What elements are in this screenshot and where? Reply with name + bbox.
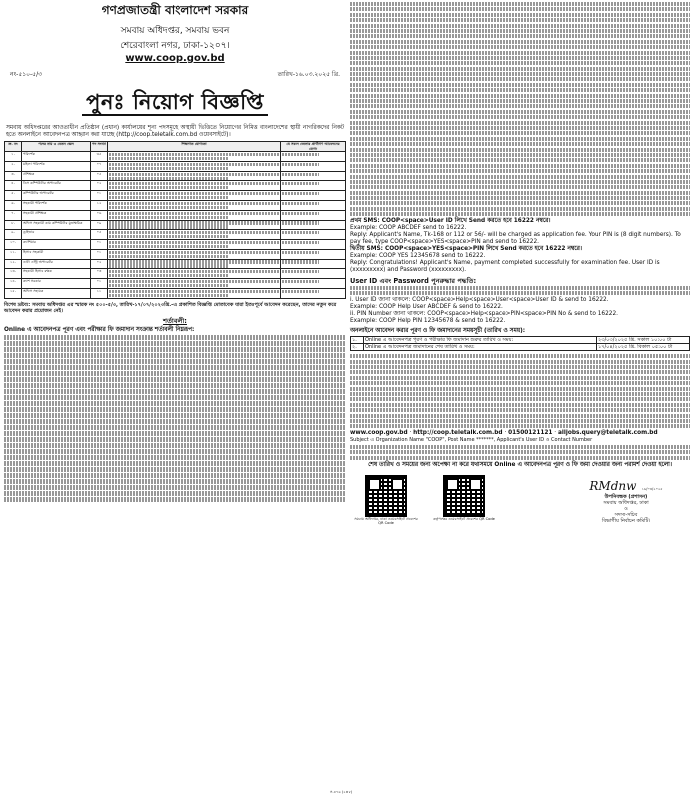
district-cell: [281, 288, 346, 298]
table-row: [5, 152, 346, 162]
email-link[interactable]: alljobs.query@teletalk.com.bd: [558, 430, 658, 437]
signer-committee2: বিভাগীয় নির্বাচন কমিটি।: [601, 518, 651, 525]
col-count: পদ সংখ্যা: [91, 142, 108, 152]
post-name: মহিলা পরিদর্শক: [22, 161, 91, 171]
district-cell: [281, 230, 346, 240]
table-row: [5, 269, 346, 279]
qualification-cell: [108, 181, 281, 191]
instruction-block-bottom: [350, 354, 690, 428]
post-name: ডাটা এন্ট্রি অপারেটর: [22, 259, 91, 269]
conditions-subtitle: Online এ আবেদনপত্র পূরণ এবং পরীক্ষার ফি জমাদান সংক্রান্ত শর্তাবলী নিম্নরূপ:: [4, 327, 195, 334]
helpline-number: 01500121121: [508, 430, 553, 437]
teletalk-link[interactable]: http://coop.teletalk.com.bd: [413, 430, 503, 437]
qualification-cell: [108, 210, 281, 220]
userid-i-example: Example: COOP Help User ABCDEF & send to 16222.: [350, 303, 503, 310]
signer-committee: সদস্য-সচিব: [614, 512, 638, 519]
qualification-cell: [108, 161, 281, 171]
table-row: [5, 161, 346, 171]
second-sms-reply: Reply: Congratulations! Applicant's Name, payment completed successfully for examination fee. User ID is (xxxxxxxxx) and Password (xxxxxxxxx).: [350, 259, 660, 273]
qualification-cell: [108, 171, 281, 181]
post-name: হিসাব সহকারী: [22, 249, 91, 259]
table-header-row: [5, 142, 346, 152]
dept-website-link[interactable]: www.coop.gov.bd: [125, 53, 225, 64]
post-name: অফিস সহকারী কাম কম্পিউটার মুদ্রাক্ষরিক: [22, 220, 91, 230]
post-name: প্রশিক্ষক: [22, 171, 91, 181]
first-sms-example: Example: COOP ABCDEF send to 16222.: [350, 224, 467, 231]
qualification-cell: [108, 259, 281, 269]
qualification-cell: [108, 269, 281, 279]
userid-ii: ii. PIN Number জানা থাকলে: COOP<space>Help<space>PIN<space>PIN No & send to 16222.: [350, 310, 618, 317]
left-column: [4, 0, 346, 503]
table-row: [5, 201, 346, 211]
district-cell: [281, 201, 346, 211]
row-number: ১২.: [5, 259, 22, 269]
qr2-label: কর্তৃপক্ষের ওয়েবসাইটে প্রবেশের QR Code: [433, 516, 495, 521]
table-row: [5, 220, 346, 230]
row-number: ৮.: [5, 220, 22, 230]
qualification-cell: [108, 201, 281, 211]
post-count: ০২: [91, 181, 108, 191]
district-cell: [281, 249, 346, 259]
dept-address: শেরেবাংলা নগর, ঢাকা-১২০৭।: [120, 41, 230, 51]
post-name: পরিদর্শক: [22, 152, 91, 162]
table-row: [5, 230, 346, 240]
district-cell: [281, 161, 346, 171]
post-count: ০১: [91, 191, 108, 201]
district-cell: [281, 171, 346, 181]
website-link[interactable]: www.coop.gov.bd: [350, 430, 408, 437]
post-count: ১১: [91, 288, 108, 298]
gov-title: গণপ্রজাতন্ত্রী বাংলাদেশ সরকার: [101, 3, 249, 17]
table-row: [5, 210, 346, 220]
district-cell: [281, 269, 346, 279]
post-name: ডিস কম্পিউটার অপারেটর: [22, 181, 91, 191]
userid-title: User ID এবং Password পুনরুদ্ধার পদ্ধতি:: [350, 276, 477, 285]
district-cell: [281, 152, 346, 162]
post-name: সহকারী পরিদর্শক: [22, 201, 91, 211]
page-code: স-৪৭৬ (২×৮): [330, 790, 353, 794]
table-row: ২. Online এ আবেদনপত্র জমাদানের শেষ তারিখ ও সময়: ১৭/০৪/২০২৫ খ্রি. বিকাল ০৫:০০ টা: [351, 344, 690, 351]
post-count: ০১: [91, 249, 108, 259]
district-cell: [281, 220, 346, 230]
post-name: ক্যাশিয়ার: [22, 240, 91, 250]
post-count: ০৭: [91, 161, 108, 171]
schedule-label: Online এ আবেদনপত্র জমাদানের শেষ তারিখ ও সময়:: [364, 344, 597, 351]
district-cell: [281, 181, 346, 191]
row-number: ৫.: [5, 191, 22, 201]
memo-line: [10, 69, 340, 80]
table-row: [5, 171, 346, 181]
circular-title: পুনঃ নিয়োগ বিজ্ঞপ্তি: [4, 86, 346, 121]
contact-block: www.coop.gov.bd · http://coop.teletalk.com.bd · 01500121121 · alljobs.query@teletalk.com.bd: [350, 430, 658, 437]
row-number: ৭.: [5, 210, 22, 220]
row-number: ১৩.: [5, 269, 22, 279]
post-name: অফিস সহায়ক: [22, 288, 91, 298]
table-row: [5, 288, 346, 298]
qr1-label: সমবায় অধিদপ্তর, ঢাকা ওয়েবসাইটে প্রবেশের QR Code: [354, 516, 418, 526]
row-number: ১.: [5, 152, 22, 162]
schedule-value: ২৩/০৩/২০২৫ খ্রি. সকাল ১০:০০ টা: [597, 336, 690, 343]
userid-ii-example: Example: COOP Help PIN 12345678 & send to 16222.: [350, 317, 506, 324]
post-name: সহকারী প্রশিক্ষক: [22, 210, 91, 220]
email-subject-note: Subject এ Organization Name "COOP", Post Name *******, Applicant's User ID ও Contact Number: [350, 437, 593, 444]
table-row: [5, 191, 346, 201]
post-count: ০২: [91, 259, 108, 269]
table-row: [5, 279, 346, 289]
col-post: পদের নাম ও বেতন স্কেল: [22, 142, 91, 152]
dept-name: সমবায় অধিদপ্তর, সমবায় ভবন: [120, 26, 230, 36]
second-sms-example: Example: COOP YES 12345678 send to 16222.: [350, 252, 486, 259]
row-number: ১১.: [5, 249, 22, 259]
qualification-cell: [108, 230, 281, 240]
signature-row: [566, 475, 686, 494]
post-name: কম্পিউটার অপারেটর: [22, 191, 91, 201]
table-row: [5, 181, 346, 191]
instruction-block-top: [350, 2, 690, 216]
right-column: [350, 0, 690, 526]
signature-area: [350, 475, 690, 526]
posts-table: [4, 141, 346, 299]
district-cell: [281, 210, 346, 220]
schedule-label: Online এ আবেদনপত্র পূরণ ও পরীক্ষার ফি জমাদান শুরুর তারিখ ও সময়:: [364, 336, 597, 343]
row-number: ২.: [5, 161, 22, 171]
qr-code-coop[interactable]: [365, 475, 407, 517]
first-sms-reply: Reply: Applicant's Name, Tk-168 or 112 or 56/- will be charged as application fee. Your PIN is (8 digit numbers). To pay fee, type COOP<space>YES<space>PIN and send to 16222.: [350, 231, 681, 245]
post-count: ১২: [91, 201, 108, 211]
schedule-value: ১৭/০৪/২০২৫ খ্রি. বিকাল ০৫:০০ টা: [597, 344, 690, 351]
col-no: ক্র. নং: [5, 142, 22, 152]
table-row: ১. Online এ আবেদনপত্র পূরণ ও পরীক্ষার ফি জমাদান শুরুর তারিখ ও সময়: ২৩/০৩/২০২৫ খ্রি. সকাল ১০:০০ টা: [351, 336, 690, 343]
qr-code-authority[interactable]: [443, 475, 485, 517]
row-number: ৩.: [5, 171, 22, 181]
table-row: [5, 240, 346, 250]
post-name: ড্রাইভার: [22, 230, 91, 240]
col-qualification: শিক্ষাগত যোগ্যতা: [108, 142, 281, 152]
qualification-cell: [108, 249, 281, 259]
sign-date: ১৬/০৩/২০২৫: [641, 486, 663, 491]
post-count: ০৬: [91, 210, 108, 220]
qualification-cell: [108, 220, 281, 230]
post-name: সহকারী হিসাব রক্ষক: [22, 269, 91, 279]
signer-office: সমবায় অধিদপ্তর, ঢাকা: [603, 499, 649, 506]
post-count: ৩৫: [91, 152, 108, 162]
post-count: ০৯: [91, 220, 108, 230]
row-number: ১৪.: [5, 279, 22, 289]
signature: RMdnw: [589, 478, 637, 493]
special-note: বিশেষ দ্রষ্টব্য: সমবায় অধিদপ্তর এর স্মারক নং ৫০০-৫/৩, তারিখ-১৭/০৭/২০২৩খ্রি.-এ প্রকাশিত বিজ্ঞপ্তি মোতাবেক যারা ইতঃপূর্বে আবেদন করেছেন, তাদের নতুন করে আবেদন করার প্রয়োজন নেই।: [4, 301, 337, 314]
row-number: ১০.: [5, 240, 22, 250]
memo-number: নং-৫১০-৫/৩: [10, 71, 42, 78]
schedule-table: [350, 336, 690, 351]
qualification-cell: [108, 191, 281, 201]
table-row: [5, 259, 346, 269]
signer-role: ও: [624, 506, 628, 513]
row-number: ১৫.: [5, 288, 22, 298]
row-number: ৯.: [5, 230, 22, 240]
post-count: ০১: [91, 240, 108, 250]
conditions-text: [4, 335, 346, 501]
table-row: [5, 249, 346, 259]
signer-title: উপনিবন্ধক (প্রশাসন): [604, 493, 648, 500]
qualification-cell: [108, 288, 281, 298]
post-count: ০৫: [91, 171, 108, 181]
qualification-cell: [108, 152, 281, 162]
intro-paragraph: সমবায় অধিদপ্তরের আওতাধীন প্রতিষ্ঠান (প্রধান) কার্যালয়ের শূন্য পদসমূহে অস্থায়ী ভিত্তিতে নিয়োগের নিমিত্ত বাংলাদেশের স্থায়ী নাগরিকদের নিকট হতে অনলাইনে আবেদনপত্র আহ্বান করা যাচ্ছে (http://coop.teletalk.com.bd ওয়েবসাইটে)।: [6, 125, 344, 138]
col-district: যে সকল জেলার প্রার্থীগণ আবেদনের যোগ্য: [281, 142, 346, 152]
district-cell: [281, 259, 346, 269]
post-name: ক্যাশ সরকার: [22, 279, 91, 289]
schedule-title: অনলাইনে আবেদন করার পূরণ ও ফি জমাদানের সময়সূচী (তারিখ ও সময়):: [350, 327, 526, 334]
district-cell: [281, 279, 346, 289]
conditions-title: শর্তাবলী:: [163, 317, 187, 326]
post-count: ০১: [91, 279, 108, 289]
second-sms: দ্বিতীয় SMS: COOP<space>YES<space>PIN লিখে Send করতে হবে 16222 নম্বরে।: [350, 245, 582, 252]
district-cell: [281, 191, 346, 201]
row-number: ৪.: [5, 181, 22, 191]
post-count: ০৫: [91, 230, 108, 240]
post-count: ০৩: [91, 269, 108, 279]
qualification-cell: [108, 279, 281, 289]
qualification-cell: [108, 240, 281, 250]
memo-date: তারিখ-১৬.০৩.২০২৫ খ্রি.: [277, 71, 340, 78]
first-sms: প্রথম SMS: COOP<space>User ID লিখে Send করতে হবে 16222 নম্বরে।: [350, 217, 551, 224]
userid-i: i. User ID জানা থাকলে: COOP<space>Help<space>User<space>User ID & send to 16222.: [350, 296, 609, 303]
footer-note: শেষ তারিখ ও সময়ের জন্য অপেক্ষা না করে যথাসময়ে Online এ আবেদনপত্র পূরণ ও ফি জমা দেওয়ার জন্য পরামর্শ দেওয়া হলো।: [368, 461, 672, 468]
district-cell: [281, 240, 346, 250]
row-number: ৬.: [5, 201, 22, 211]
